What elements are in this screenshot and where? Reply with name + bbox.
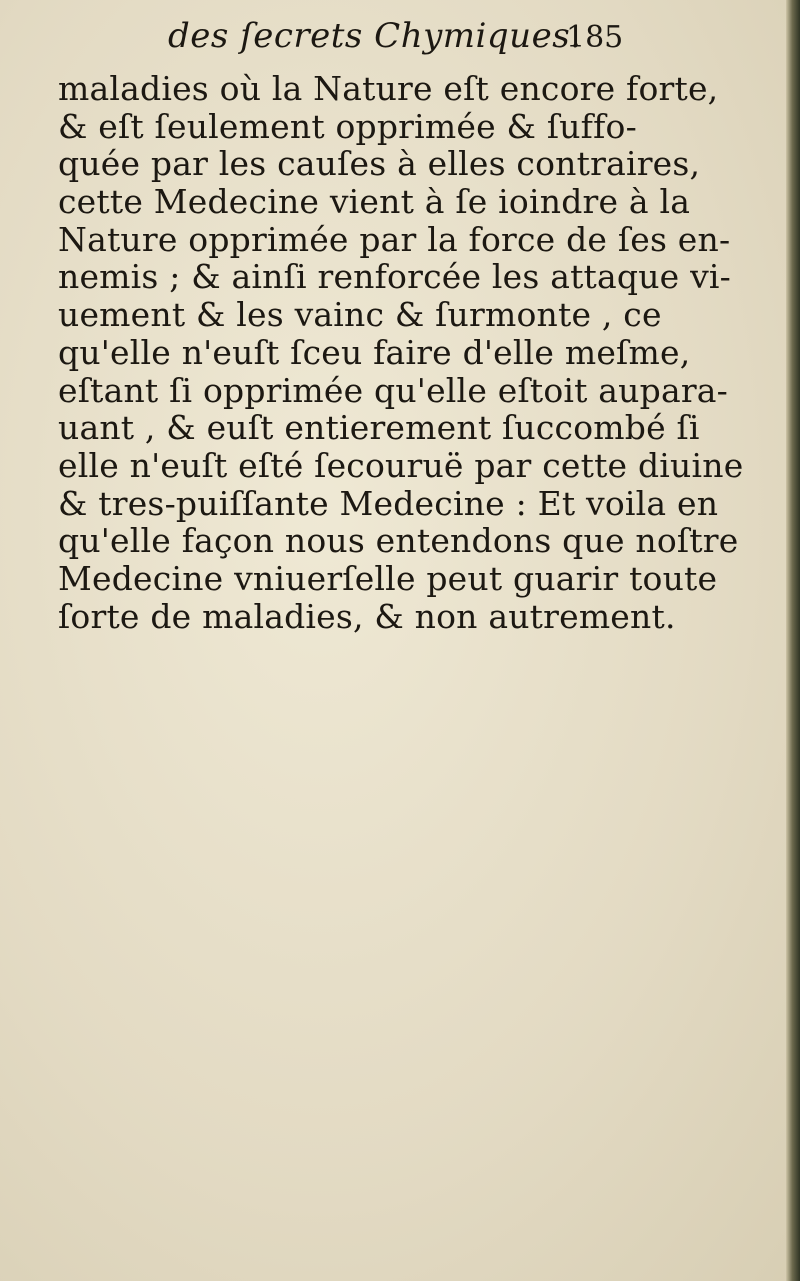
text-line: uement & les vainc & ſurmonte , ce — [58, 295, 662, 335]
body-text — [58, 70, 758, 635]
text-line: ſorte de maladies, & non autrement. — [58, 596, 676, 636]
text-line: qu'elle façon nous entendons que noſtre — [58, 521, 739, 561]
text-line: nemis ; & ainſi renforcée les attaque vi- — [58, 257, 732, 297]
page-gutter-edge — [786, 0, 800, 1281]
text-line: & eſt ſeulement opprimée & ſuffo- — [58, 106, 637, 146]
text-line: elle n'euſt eſté ſecouruë par cette diuine — [58, 445, 744, 485]
page-number: 185 — [566, 20, 624, 55]
running-head-title: des ſecrets Chymiques. — [168, 16, 582, 56]
text-line: qu'elle n'euſt ſceu faire d'elle meſme, — [58, 332, 691, 372]
text-line: quée par les cauſes à elles contraires, — [58, 144, 701, 184]
text-line: cette Medecine vient à ſe ioindre à la — [58, 182, 691, 222]
text-line: eſtant ſi opprimée qu'elle eſtoit aupara- — [58, 370, 729, 410]
text-line: uant , & euſt entierement ſuccombé ſi — [58, 408, 700, 448]
text-line: maladies où la Nature eſt encore forte, — [58, 69, 719, 108]
running-head — [0, 12, 800, 62]
text-line: Nature opprimée par la force de ſes en- — [58, 219, 731, 259]
text-line: & tres-puiſſante Medecine : Et voila en — [58, 483, 719, 523]
text-line: Medecine vniuerſelle peut guarir toute — [58, 558, 718, 598]
